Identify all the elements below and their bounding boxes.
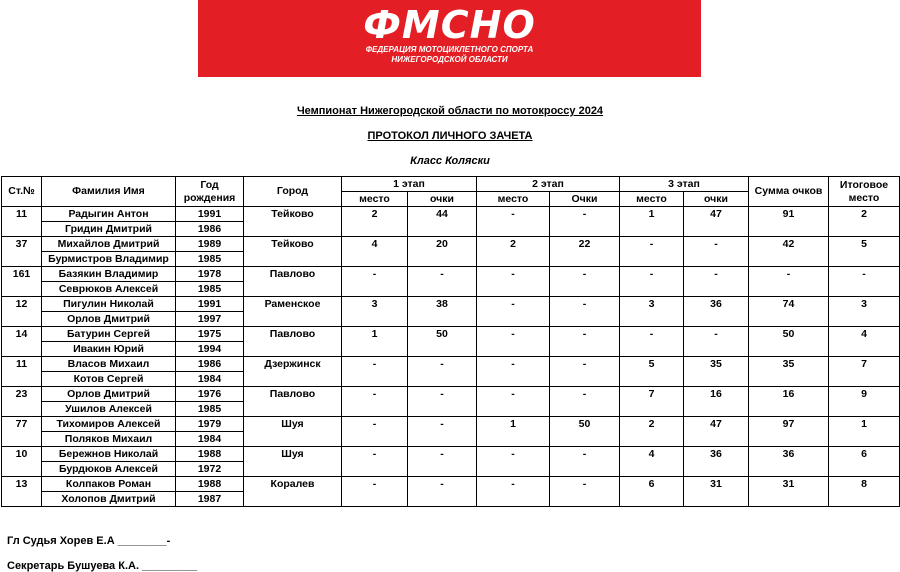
final-place: 7 xyxy=(829,357,900,387)
stage1-place: - xyxy=(342,267,408,297)
rider-name: Севрюков Алексей xyxy=(42,282,176,297)
stage2-points: 50 xyxy=(550,417,620,447)
city: Павлово xyxy=(244,387,342,417)
final-place: 4 xyxy=(829,327,900,357)
final-place: 6 xyxy=(829,447,900,477)
header-final: Итоговое место xyxy=(829,177,900,207)
rider-name: Михайлов Дмитрий xyxy=(42,237,176,252)
stage3-place: 6 xyxy=(620,477,684,507)
header-sum: Сумма очков xyxy=(749,177,829,207)
city: Павлово xyxy=(244,267,342,297)
stage3-place: 7 xyxy=(620,387,684,417)
start-number: 13 xyxy=(2,477,42,507)
stage1-place: 2 xyxy=(342,207,408,237)
rider-name: Тихомиров Алексей xyxy=(42,417,176,432)
start-number: 14 xyxy=(2,327,42,357)
city: Павлово xyxy=(244,327,342,357)
header-name: Фамилия Имя xyxy=(42,177,176,207)
birth-year: 1988 xyxy=(176,477,244,492)
start-number: 11 xyxy=(2,357,42,387)
stage2-place: - xyxy=(477,207,550,237)
city: Шуя xyxy=(244,417,342,447)
stage2-place: - xyxy=(477,357,550,387)
rider-name: Котов Сергей xyxy=(42,372,176,387)
stage3-points: 16 xyxy=(684,387,749,417)
rider-name: Колпаков Роман xyxy=(42,477,176,492)
start-number: 12 xyxy=(2,297,42,327)
rider-name: Поляков Михаил xyxy=(42,432,176,447)
final-place: 2 xyxy=(829,207,900,237)
stage1-place: - xyxy=(342,477,408,507)
birth-year: 1984 xyxy=(176,432,244,447)
stage3-place: - xyxy=(620,327,684,357)
stage2-points: - xyxy=(550,207,620,237)
rider-name: Ивакин Юрий xyxy=(42,342,176,357)
rider-name: Пигулин Николай xyxy=(42,297,176,312)
rider-name: Бурмистров Владимир xyxy=(42,252,176,267)
stage1-points: 38 xyxy=(408,297,477,327)
federation-logo-banner xyxy=(198,0,701,77)
stage1-points: 50 xyxy=(408,327,477,357)
class-name: Класс Коляски xyxy=(410,155,490,167)
stage2-place: - xyxy=(477,447,550,477)
birth-year: 1991 xyxy=(176,207,244,222)
stage1-place: 3 xyxy=(342,297,408,327)
stage3-place: - xyxy=(620,237,684,267)
final-place: 3 xyxy=(829,297,900,327)
birth-year: 1994 xyxy=(176,342,244,357)
championship-title: Чемпионат Нижегородской области по мотокроссу 2024 xyxy=(296,105,604,117)
header-stage2: 2 этап xyxy=(477,177,620,192)
city: Шуя xyxy=(244,447,342,477)
final-place: - xyxy=(829,267,900,297)
stage1-points: - xyxy=(408,417,477,447)
points-sum: 42 xyxy=(749,237,829,267)
federation-logo-text: ФМСНО xyxy=(363,3,536,47)
city: Дзержинск xyxy=(244,357,342,387)
federation-name-line2: НИЖЕГОРОДСКОЙ ОБЛАСТИ xyxy=(391,55,508,64)
rider-name: Холопов Дмитрий xyxy=(42,492,176,507)
table-row xyxy=(2,387,900,402)
stage3-points: - xyxy=(684,327,749,357)
start-number: 37 xyxy=(2,237,42,267)
birth-year: 1984 xyxy=(176,372,244,387)
birth-year: 1978 xyxy=(176,267,244,282)
header-stage2-place: место xyxy=(477,192,550,207)
stage1-points: 44 xyxy=(408,207,477,237)
points-sum: 74 xyxy=(749,297,829,327)
city: Раменское xyxy=(244,297,342,327)
stage1-place: 4 xyxy=(342,237,408,267)
stage3-points: 35 xyxy=(684,357,749,387)
birth-year: 1986 xyxy=(176,357,244,372)
final-place: 5 xyxy=(829,237,900,267)
stage1-place: - xyxy=(342,447,408,477)
header-stage2-points: Очки xyxy=(550,192,620,207)
stage2-place: - xyxy=(477,477,550,507)
stage3-place: 5 xyxy=(620,357,684,387)
rider-name: Ушилов Алексей xyxy=(42,402,176,417)
table-row xyxy=(2,417,900,432)
header-year: Год рождения xyxy=(176,177,244,207)
rider-name: Базякин Владимир xyxy=(42,267,176,282)
stage3-place: 3 xyxy=(620,297,684,327)
birth-year: 1979 xyxy=(176,417,244,432)
start-number: 11 xyxy=(2,207,42,237)
stage2-points: - xyxy=(550,267,620,297)
chief-judge-signature: Гл Судья Хорев Е.А ________- xyxy=(7,535,171,547)
stage2-place: - xyxy=(477,327,550,357)
birth-year: 1985 xyxy=(176,282,244,297)
stage2-place: - xyxy=(477,387,550,417)
birth-year: 1987 xyxy=(176,492,244,507)
stage2-points: - xyxy=(550,297,620,327)
stage2-points: - xyxy=(550,357,620,387)
city: Коралев xyxy=(244,477,342,507)
stage3-points: 47 xyxy=(684,417,749,447)
stage1-points: - xyxy=(408,447,477,477)
stage1-points: - xyxy=(408,357,477,387)
points-sum: 31 xyxy=(749,477,829,507)
header-stage1-place: место xyxy=(342,192,408,207)
stage3-points: 36 xyxy=(684,447,749,477)
birth-year: 1989 xyxy=(176,237,244,252)
stage2-points: - xyxy=(550,327,620,357)
points-sum: 91 xyxy=(749,207,829,237)
rider-name: Бурдюков Алексей xyxy=(42,462,176,477)
points-sum: - xyxy=(749,267,829,297)
header-city: Город xyxy=(244,177,342,207)
final-place: 9 xyxy=(829,387,900,417)
birth-year: 1988 xyxy=(176,447,244,462)
stage3-place: 1 xyxy=(620,207,684,237)
stage3-points: 36 xyxy=(684,297,749,327)
header-num: Ст.№ xyxy=(2,177,42,207)
points-sum: 35 xyxy=(749,357,829,387)
points-sum: 50 xyxy=(749,327,829,357)
stage3-place: 4 xyxy=(620,447,684,477)
rider-name: Власов Михаил xyxy=(42,357,176,372)
birth-year: 1972 xyxy=(176,462,244,477)
stage2-points: 22 xyxy=(550,237,620,267)
final-place: 8 xyxy=(829,477,900,507)
stage2-points: - xyxy=(550,447,620,477)
stage1-points: - xyxy=(408,477,477,507)
stage3-points: 47 xyxy=(684,207,749,237)
birth-year: 1991 xyxy=(176,297,244,312)
points-sum: 97 xyxy=(749,417,829,447)
stage1-place: - xyxy=(342,387,408,417)
stage1-points: - xyxy=(408,267,477,297)
birth-year: 1976 xyxy=(176,387,244,402)
birth-year: 1975 xyxy=(176,327,244,342)
points-sum: 16 xyxy=(749,387,829,417)
start-number: 23 xyxy=(2,387,42,417)
birth-year: 1986 xyxy=(176,222,244,237)
stage2-points: - xyxy=(550,477,620,507)
birth-year: 1985 xyxy=(176,252,244,267)
stage1-points: 20 xyxy=(408,237,477,267)
federation-name-line1: ФЕДЕРАЦИЯ МОТОЦИКЛЕТНОГО СПОРТА xyxy=(365,45,534,54)
protocol-subtitle: ПРОТОКОЛ ЛИЧНОГО ЗАЧЕТА xyxy=(367,130,533,142)
rider-name: Орлов Дмитрий xyxy=(42,312,176,327)
stage3-points: 31 xyxy=(684,477,749,507)
table-row xyxy=(2,237,900,252)
stage3-place: 2 xyxy=(620,417,684,447)
table-row xyxy=(2,207,900,222)
table-row xyxy=(2,327,900,342)
city: Тейково xyxy=(244,237,342,267)
stage3-points: - xyxy=(684,267,749,297)
table-row xyxy=(2,267,900,282)
stage3-place: - xyxy=(620,267,684,297)
header-stage3-points: очки xyxy=(684,192,749,207)
header-stage1-points: очки xyxy=(408,192,477,207)
final-place: 1 xyxy=(829,417,900,447)
stage1-place: - xyxy=(342,417,408,447)
results-table xyxy=(1,176,900,507)
birth-year: 1997 xyxy=(176,312,244,327)
start-number: 77 xyxy=(2,417,42,447)
stage3-points: - xyxy=(684,237,749,267)
city: Тейково xyxy=(244,207,342,237)
points-sum: 36 xyxy=(749,447,829,477)
rider-name: Бережнов Николай xyxy=(42,447,176,462)
header-stage1: 1 этап xyxy=(342,177,477,192)
table-row xyxy=(2,297,900,312)
stage2-place: 1 xyxy=(477,417,550,447)
secretary-signature: Секретарь Бушуева К.А. _________ xyxy=(7,560,198,572)
stage2-points: - xyxy=(550,387,620,417)
birth-year: 1985 xyxy=(176,402,244,417)
rider-name: Гридин Дмитрий xyxy=(42,222,176,237)
rider-name: Батурин Сергей xyxy=(42,327,176,342)
table-row xyxy=(2,447,900,462)
stage1-points: - xyxy=(408,387,477,417)
rider-name: Радыгин Антон xyxy=(42,207,176,222)
stage2-place: 2 xyxy=(477,237,550,267)
table-row xyxy=(2,357,900,372)
header-stage3: 3 этап xyxy=(620,177,749,192)
start-number: 161 xyxy=(2,267,42,297)
table-row xyxy=(2,477,900,492)
stage2-place: - xyxy=(477,297,550,327)
stage1-place: 1 xyxy=(342,327,408,357)
stage2-place: - xyxy=(477,267,550,297)
start-number: 10 xyxy=(2,447,42,477)
stage1-place: - xyxy=(342,357,408,387)
rider-name: Орлов Дмитрий xyxy=(42,387,176,402)
header-stage3-place: место xyxy=(620,192,684,207)
